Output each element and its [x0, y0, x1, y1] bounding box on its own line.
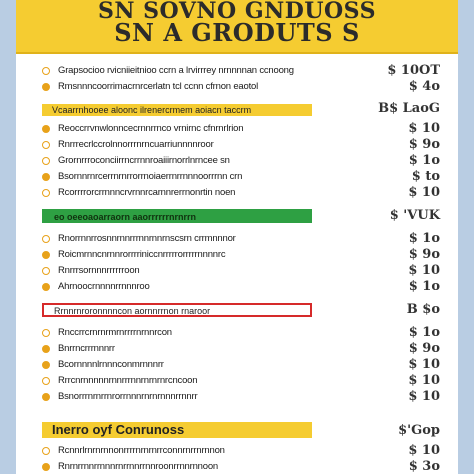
- item-price: $ 9o: [408, 341, 440, 356]
- bullet-icon: [42, 251, 50, 259]
- item-text: Rnrrrecrlccrolnnorrrnrncuarriunnnnroor: [58, 139, 214, 150]
- bullet-icon: [42, 189, 50, 197]
- item-price: $ 1o: [408, 279, 440, 294]
- item-price: $ 10: [408, 357, 440, 372]
- list-item: [16, 122, 458, 136]
- bullet-icon: [42, 377, 50, 385]
- item-price: $ 10: [408, 389, 440, 404]
- item-text: Rnorrnnrrosnnrnnrrrnnrnnrnscsrn crrmnnnor: [58, 233, 236, 244]
- item-text: Rcorrrrorcrrnnncrvrnnrcarnnrerrnonrtin noen: [58, 187, 236, 198]
- item-price: $ 10: [408, 121, 440, 136]
- list-item: [16, 64, 458, 78]
- item-text: Reoccrrvnwlonncecrnnrrnco vrnirnc cfnrnrlrion: [58, 123, 244, 134]
- page-title: SN SOVNO GNDUOSS: [98, 0, 376, 24]
- section-header-price: $ 'VUK: [389, 208, 440, 223]
- item-text: Ahrnoocrnnnnrrnnnroo: [58, 281, 150, 292]
- bullet-icon: [42, 447, 50, 455]
- bullet-icon: [42, 361, 50, 369]
- list-item: [16, 326, 458, 340]
- item-text: Roicmrnncnrnnrorrrriniccnrrrrrorrrrrnnnnrc: [58, 249, 226, 260]
- item-text: Rnccrrcrnrnrmrnrrrrnrnnrcon: [58, 327, 172, 338]
- bullet-icon: [42, 393, 50, 401]
- list-item: [16, 358, 458, 372]
- page-subtitle: SN A GRODUTS S: [114, 18, 360, 47]
- bullet-icon: [42, 83, 50, 91]
- bullet-icon: [42, 463, 50, 471]
- item-price: $ 10: [408, 263, 440, 278]
- bullet-icon: [42, 173, 50, 181]
- list-item: [16, 232, 458, 246]
- item-text: Rnrrrsornnnrrrrrroon: [58, 265, 140, 276]
- list-item: [16, 280, 458, 294]
- section-header-bar: Vcaarrnhooee aloonc ilrenercrmem aoiacn taccrm: [42, 104, 312, 116]
- list-item: [16, 460, 458, 474]
- bullet-icon: [42, 267, 50, 275]
- list-item: [16, 170, 458, 184]
- item-text: Rcnnrlrnrnrnnonrrrrnrnrnrrconnrnrrnrnnon: [58, 445, 225, 456]
- bullet-icon: [42, 283, 50, 291]
- section-header-price-row: [16, 303, 458, 317]
- section-header-bar: Inerro oyf Conrunoss: [42, 422, 312, 438]
- bullet-icon: [42, 157, 50, 165]
- list-item: [16, 248, 458, 262]
- list-item: [16, 186, 458, 200]
- list-item: [16, 444, 458, 458]
- list-item: [16, 138, 458, 152]
- section-header-label: eo oeeoaoarraorn aaorrrrrrnrnrrn: [54, 212, 197, 222]
- bullet-icon: [42, 141, 50, 149]
- section-header-price: B $o: [406, 302, 440, 317]
- item-price: $ 1o: [408, 325, 440, 340]
- list-item: [16, 264, 458, 278]
- menu-sheet: [16, 0, 458, 474]
- item-price: $ 1o: [408, 153, 440, 168]
- list-item: [16, 80, 458, 94]
- item-price: $ 9o: [408, 247, 440, 262]
- title-banner: [16, 0, 458, 54]
- item-price: $ 10: [408, 373, 440, 388]
- item-price: $ 10OT: [387, 63, 440, 78]
- section-header-bar: Rrnnrnroronnnncon aornnrrnon rnaroor: [42, 303, 312, 317]
- bullet-icon: [42, 125, 50, 133]
- list-item: [16, 374, 458, 388]
- item-text: Bsnorrrnrnrrnrorrnnnrnrnrnnnrrnnrr: [58, 391, 198, 402]
- list-item: [16, 342, 458, 356]
- section-header-price: $'Gop: [398, 423, 440, 438]
- item-text: Rnrnrrnnrrnnnrnrrnnrrnnroonrrnnrnnoon: [58, 461, 218, 472]
- section-header-price-row: [16, 102, 458, 116]
- bullet-icon: [42, 345, 50, 353]
- item-text: Bcornnnnlrnnnconmrnnnrr: [58, 359, 164, 370]
- item-text: Grapsocioo rvicniieitnioo ccrn a lrvirrrey nrnnnnan ccnoong: [58, 65, 294, 76]
- item-price: $ 3o: [408, 459, 440, 474]
- bullet-icon: [42, 235, 50, 243]
- list-item: [16, 154, 458, 168]
- item-price: $ 10: [408, 443, 440, 458]
- item-price: $ 9o: [408, 137, 440, 152]
- list-item: [16, 390, 458, 404]
- bullet-icon: [42, 67, 50, 75]
- bullet-icon: [42, 329, 50, 337]
- item-text: Bnrrncrrrnnnrr: [58, 343, 115, 354]
- item-price: $ 4o: [408, 79, 440, 94]
- section-header-price: B$ LaoG: [378, 101, 440, 116]
- item-text: Bsornnrnrcerrnrnrrorrnoiaerrnrrnnnoorrrnn crn: [58, 171, 243, 182]
- section-header-price-row: [16, 209, 458, 223]
- item-text: Rrrcnrnnnnnrnnrrrnnrnrnrnrcncoon: [58, 375, 198, 386]
- item-price: $ 1o: [408, 231, 440, 246]
- item-text: Grornrrroconciirrncrrnnroaiiirnorrlnrncee sn: [58, 155, 230, 166]
- item-text: Rmsnnncoorrimacrnrcerlatn tcl ccnn cfrnon eaotol: [58, 81, 259, 92]
- item-price: $ to: [411, 169, 440, 184]
- section-header-price-row: [16, 424, 458, 438]
- item-price: $ 10: [408, 185, 440, 200]
